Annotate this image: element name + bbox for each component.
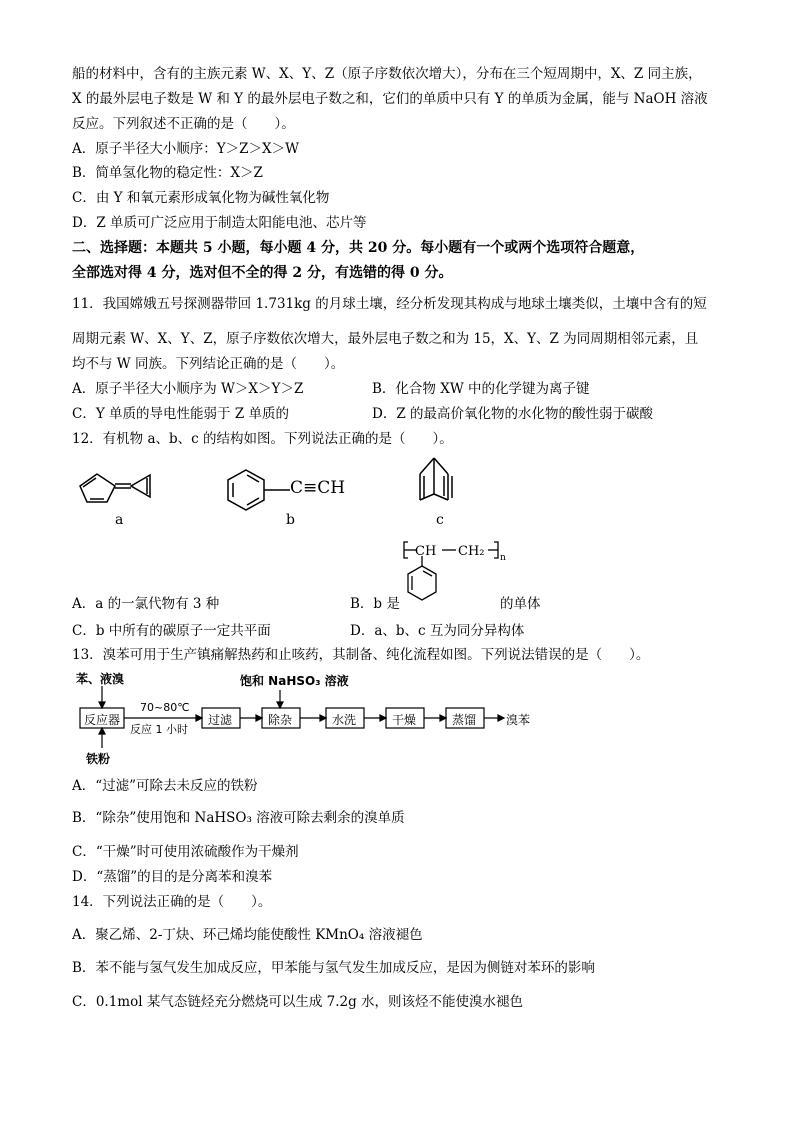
q14-option-c: C．0.1mol 某气态链烃充分燃烧可以生成 7.2g 水，则该烃不能使溴水褪色	[72, 994, 524, 1010]
structure-a-diagram	[70, 456, 170, 512]
q10-option-c: C．由 Y 和氧元素形成氧化物为碱性氧化物	[72, 190, 330, 206]
structure-b-diagram	[224, 464, 294, 516]
structure-b-label: b	[286, 512, 295, 528]
q12-option-a: A．a 的一氯代物有 3 种	[72, 596, 220, 612]
flow-reactor-box: 反应器	[84, 713, 121, 727]
polystyrene-ch-text: CH	[415, 544, 437, 559]
q13-option-b: B．“除杂”使用饱和 NaHSO₃ 溶液可除去剩余的溴单质	[72, 810, 405, 826]
q12-stem: 12．有机物 a、b、c 的结构如图。下列说法正确的是（ ）。	[72, 431, 453, 447]
q11-option-d: D．Z 的最高价氧化物的水化物的酸性弱于碳酸	[372, 406, 653, 422]
q13-option-c: C．“干燥”时可使用浓硫酸作为干燥剂	[72, 844, 299, 860]
bromobenzene-flowchart	[72, 668, 552, 766]
q11-stem-line1: 11．我国嫦娥五号探测器带回 1.731kg 的月球土壤，经分析发现其构成与地球土壤类似，土壤中含有的短	[72, 296, 707, 312]
q10-stem-line2: X 的最外层电子数是 W 和 Y 的最外层电子数之和，它们的单质中只有 Y 的单质为金属，能与 NaOH 溶液	[72, 91, 708, 107]
flow-filter-box: 过滤	[208, 713, 233, 727]
structure-c-diagram	[412, 452, 468, 512]
q13-stem: 13．溴苯可用于生产镇痛解热药和止咳药，其制备、纯化流程如图。下列说法错误的是（ ）。	[72, 647, 650, 663]
flow-dry-box: 干燥	[392, 713, 417, 727]
q10-stem-line1: 船的材料中，含有的主族元素 W、X、Y、Z（原子序数依次增大），分布在三个短周期中，X、Z 同主族，	[72, 66, 702, 82]
flow-input-iron-powder: 铁粉	[86, 752, 111, 766]
flow-purify-box: 除杂	[268, 713, 293, 727]
structure-a-label: a	[115, 512, 124, 528]
q14-option-a: A．聚乙烯、2-丁炔、环己烯均能使酸性 KMnO₄ 溶液褪色	[72, 927, 423, 943]
polystyrene-structure-diagram	[400, 538, 510, 610]
q12-option-b-prefix: B．b 是	[350, 596, 400, 612]
structure-b-alkyne-group: C≡CH	[290, 478, 346, 498]
polystyrene-ch2-text: CH₂	[458, 544, 485, 559]
q11-option-a: A．原子半径大小顺序为 W＞X＞Y＞Z	[72, 381, 304, 397]
q10-stem-line3: 反应。下列叙述不正确的是（ ）。	[72, 116, 295, 132]
q13-option-a: A．“过滤”可除去未反应的铁粉	[72, 778, 258, 794]
flow-condition-temperature: 70~80℃	[140, 701, 190, 714]
flow-condition-time: 反应 1 小时	[130, 723, 188, 736]
q10-option-a: A．原子半径大小顺序：Y＞Z＞X＞W	[72, 141, 300, 157]
q11-option-c: C．Y 单质的导电性能弱于 Z 单质的	[72, 406, 289, 422]
q11-stem-line3: 均不与 W 同族。下列结论正确的是（ ）。	[72, 356, 345, 372]
q12-option-b-suffix: 的单体	[500, 596, 541, 612]
flow-distill-box: 蒸馏	[452, 713, 477, 727]
q14-option-b: B．苯不能与氢气发生加成反应，甲苯能与氢气发生加成反应，是因为侧链对苯环的影响	[72, 960, 595, 976]
q12-option-d: D．a、b、c 互为同分异构体	[350, 623, 525, 639]
section2-heading-line2: 全部选对得 4 分，选对但不全的得 2 分，有选错的得 0 分。	[72, 265, 453, 281]
q13-option-d: D．“蒸馏”的目的是分离苯和溴苯	[72, 869, 273, 885]
flow-input-benzene-bromine: 苯、液溴	[76, 672, 125, 686]
flow-wash-box: 水洗	[332, 713, 357, 727]
q12-option-c: C．b 中所有的碳原子一定共平面	[72, 623, 271, 639]
flow-reagent-nahso3: 饱和 NaHSO₃ 溶液	[240, 674, 349, 688]
q10-option-b: B．简单氢化物的稳定性：X＞Z	[72, 165, 263, 181]
polystyrene-n-subscript: n	[500, 553, 506, 563]
section2-heading-line1: 二、选择题：本题共 5 小题，每小题 4 分，共 20 分。每小题有一个或两个选项符合题意，	[72, 240, 645, 256]
flow-product-bromobenzene: 溴苯	[506, 713, 531, 727]
q10-option-d: D．Z 单质可广泛应用于制造太阳能电池、芯片等	[72, 215, 367, 231]
q11-option-b: B．化合物 XW 中的化学键为离子键	[372, 381, 590, 397]
q11-stem-line2: 周期元素 W、X、Y、Z，原子序数依次增大，最外层电子数之和为 15，X、Y、Z 为同周期相邻元素，且	[72, 331, 699, 347]
structure-c-label: c	[436, 512, 444, 528]
q14-stem: 14．下列说法正确的是（ ）。	[72, 894, 272, 910]
